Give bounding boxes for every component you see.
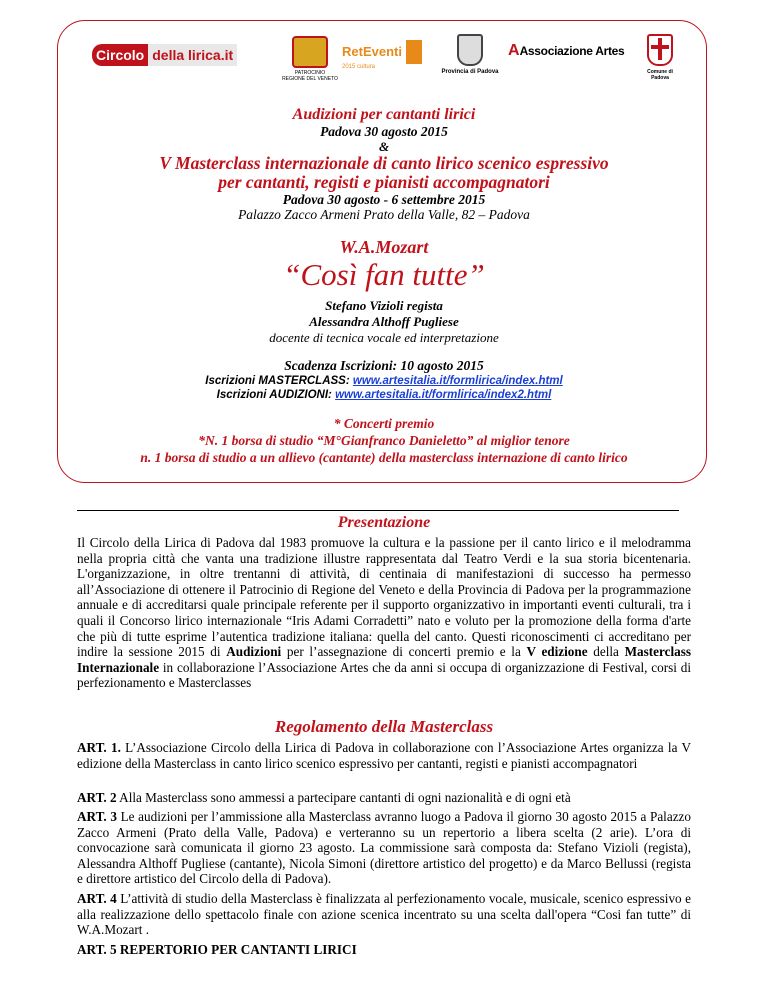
art-5-label: ART. 5 REPERTORIO PER CANTANTI LIRICI	[77, 942, 357, 957]
art-2-label: ART. 2	[77, 790, 117, 805]
presentazione-text-d: in collaborazione l’Associazione Artes che da anni si occupa di organizzazione di Festival, corsi di perfezionamento e Masterclasses	[77, 659, 692, 691]
art-2-text: Alla Masterclass sono ammessi a partecipare cantanti di ogni nazionalità e di ogni età	[119, 790, 571, 805]
sponsor-logos	[92, 34, 682, 84]
art-1-text: L’Associazione Circolo della Lirica di Padova in collaborazione con l’Associazione Artes organizza la V edizione della Masterclass in canto lirico scenico espressivo per cantanti, registi e pianisti accompagnatori	[77, 740, 691, 771]
art-4-label: ART. 4	[77, 891, 117, 906]
teacher-2: Alessandra Althoff Pugliese	[309, 314, 459, 329]
artes-a-icon: A	[508, 42, 520, 59]
art-1-label: ART. 1.	[77, 740, 121, 755]
art-3-text: Le audizioni per l’ammissione alla Masterclass avranno luogo a Padova il giorno 30 agosto 2015 a Palazzo Zacco Armeni (Prato della Valle, Padova) e verteranno su un repertorio a libera scelta (2 arie). L’ora di convocazione sarà comunicata il giorno 23 agosto. La commissione sarà composta da: Stefano Vizioli (regista), Alessandra Althoff Pugliese (cantante), Nicola Simoni (direttore artistico del progetto) e da Marco Bellussi (regista e direttore artistico del Circolo della di Padova).	[77, 809, 692, 887]
regione-veneto-logo	[282, 36, 338, 82]
artes-label: Associazione Artes	[519, 44, 625, 58]
prize-borsa-tenore: *N. 1 borsa di studio “M°Gianfranco Danieletto” al miglior tenore	[198, 433, 570, 448]
audizioni-title: Audizioni per cantanti lirici	[292, 106, 476, 123]
regione-label: REGIONE DEL VENETO	[282, 76, 338, 82]
prize-borsa-allievo: n. 1 borsa di studio a un allievo (cantante) della masterclass internazione di canto lirico	[140, 450, 628, 465]
circolo-lirica-logo	[92, 44, 272, 66]
teacher-2-role: docente di tecnica vocale ed interpretazione	[269, 330, 499, 345]
masterclass-title-2: per cantanti, registi e pianisti accompagnatori	[218, 172, 550, 192]
art-1	[77, 740, 691, 771]
art-3	[77, 809, 691, 887]
regolamento-title: Regolamento della Masterclass	[274, 717, 494, 736]
comune-label: Comune di Padova	[647, 69, 673, 81]
provincia-crest-icon	[457, 34, 483, 66]
art-5	[77, 942, 691, 958]
masterclass-link[interactable]: www.artesitalia.it/formlirica/index.html	[352, 375, 563, 387]
presentazione-bold-edizione: V edizione	[526, 644, 588, 660]
circolo-logo-right: della lirica.it	[148, 44, 237, 66]
teacher-1: Stefano Vizioli regista	[325, 298, 443, 313]
presentazione-bold-masterclass: Masterclass Internazionale	[77, 644, 691, 675]
deadline: Scadenza Iscrizioni: 10 agosto 2015	[284, 358, 484, 373]
art-4-text: L’attività di studio della Masterclass è finalizzata al perfezionamento vocale, musicale, scenico espressivo e alla realizzazione dello spettacolo finale con azione scenica incentrato su una scelta dall'opera “Cosi fan tutte” di W.A.Mozart .	[77, 891, 691, 938]
provincia-label: Provincia di Padova	[441, 69, 499, 75]
iscrizioni-masterclass	[0, 375, 768, 387]
presentazione-bold-audizioni: Audizioni	[226, 644, 282, 660]
ampersand: &	[378, 139, 390, 154]
reteventi-sublabel: 2015 cultura	[342, 64, 376, 70]
comune-crest-icon	[647, 34, 673, 66]
presentazione-title: Presentazione	[337, 514, 431, 531]
presentazione-text-c: della	[593, 644, 619, 660]
patrocinio-label: PATROCINIO	[294, 70, 326, 76]
reteventi-label: RetEventi	[342, 44, 402, 60]
masterclass-dates: Padova 30 agosto - 6 settembre 2015	[282, 192, 486, 207]
comune-padova-logo	[638, 34, 682, 81]
art-4	[77, 891, 691, 938]
iscrizioni-audizioni-label: Iscrizioni AUDIZIONI:	[216, 389, 332, 401]
audizioni-date: Padova 30 agosto 2015	[320, 124, 448, 139]
presentazione-body	[77, 535, 691, 717]
presentazione-text-b: per l’assegnazione di concerti premio e la	[286, 644, 521, 660]
iscrizioni-masterclass-label: Iscrizioni MASTERCLASS:	[205, 375, 350, 387]
art-2	[77, 790, 691, 806]
circolo-logo-left: Circolo	[92, 44, 148, 66]
provincia-logo	[438, 34, 502, 75]
masterclass-title-1: V Masterclass internazionale di canto lirico scenico espressivo	[159, 153, 609, 173]
divider-line	[77, 510, 679, 511]
iscrizioni-audizioni	[0, 389, 768, 401]
opera-title: “Così fan tutte”	[283, 257, 485, 292]
presentazione-text-a: Il Circolo della Lirica di Padova dal 1983 promuove la cultura e la passione per il canto lirico e il melodramma nella propria città che vanta una tradizione illustre rappresentata dal Teatro Verdi e la sua storia bicentenaria. L'organizzazione, in oltre trentanni di attività, di centinaia di manifestazioni di successo ha permesso all’Associazione di ottenere il Patrocinio di Regione del Veneto e della Provincia di Padova per la programmazione annuale e di accreditarsi quale principale referente per il supporto organizzativo in importanti eventi culturali, tra i quali il Concorso lirico internazionale “Iris Adami Corradetti” nato e voluto per la promozione della forma d'arte che più di tutte esprime l’autentica tradizione italiana: quella del canto. Questi riconoscimenti ci accreditano per indire la sessione 2015 di	[77, 535, 691, 660]
prize-concerti: * Concerti premio	[333, 416, 435, 431]
reteventi-logo	[342, 40, 430, 70]
venue: Palazzo Zacco Armeni Prato della Valle, 82 – Padova	[238, 207, 530, 222]
art-3-label: ART. 3	[77, 809, 117, 824]
composer: W.A.Mozart	[339, 237, 429, 257]
associazione-artes-logo	[508, 42, 626, 60]
lion-icon	[292, 36, 328, 68]
audizioni-link[interactable]: www.artesitalia.it/formlirica/index2.html	[335, 389, 552, 401]
reteventi-badge	[406, 40, 422, 64]
